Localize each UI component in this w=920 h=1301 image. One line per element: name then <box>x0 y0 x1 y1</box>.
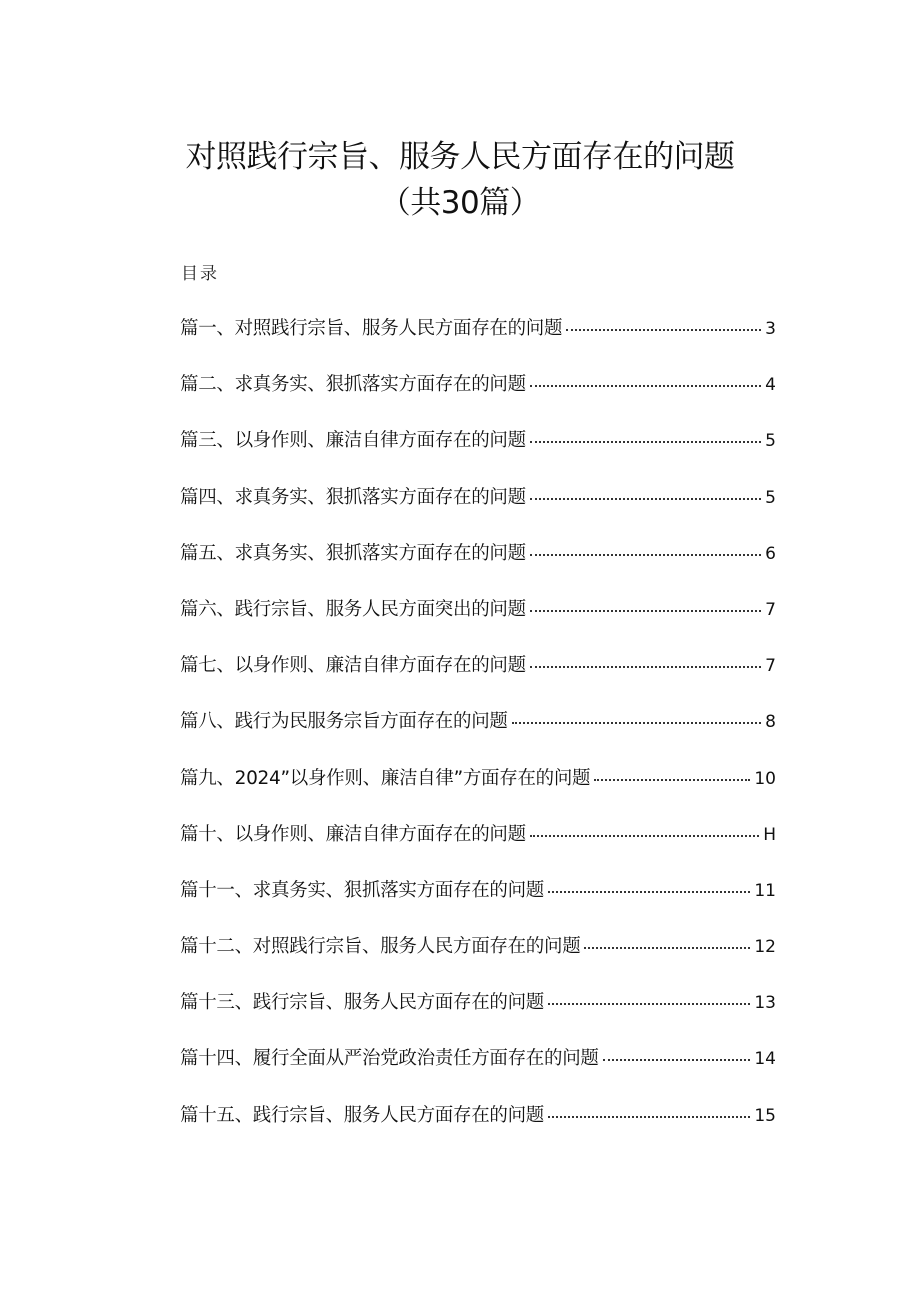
toc-entry-page-number: 12 <box>754 937 776 958</box>
toc-dot-leader <box>566 328 761 331</box>
toc-dot-leader <box>530 834 759 837</box>
toc-dot-leader <box>530 553 761 556</box>
toc-entry-page-number: 4 <box>765 375 776 396</box>
toc-dot-leader <box>548 1115 750 1118</box>
toc-dot-leader <box>512 721 762 724</box>
toc-dot-leader <box>530 384 761 387</box>
toc-dot-leader <box>530 609 761 612</box>
toc-dot-leader <box>530 440 761 443</box>
toc-entry-label: 篇十、以身作则、廉洁自律方面存在的问题 <box>180 823 526 845</box>
toc-entry-label: 篇五、求真务实、狠抓落实方面存在的问题 <box>180 542 526 564</box>
toc-entry-page-number: 5 <box>765 431 776 452</box>
toc-entry[interactable] <box>180 988 776 1044</box>
document-subtitle: （共30篇） <box>379 185 541 221</box>
toc-entry-page-number: 15 <box>754 1105 776 1126</box>
toc-entry-page-number: 7 <box>765 656 776 677</box>
toc-dot-leader <box>548 1002 750 1005</box>
toc-entry-page-number: 11 <box>754 880 776 901</box>
toc-entry-label: 篇十三、践行宗旨、服务人民方面存在的问题 <box>180 992 545 1014</box>
toc-entry-label: 篇七、以身作则、廉洁自律方面存在的问题 <box>180 655 526 677</box>
document-title: 对照践行宗旨、服务人民方面存在的问题 <box>185 139 735 175</box>
toc-entry[interactable] <box>180 1044 776 1100</box>
toc-entry[interactable] <box>180 1101 776 1157</box>
toc-dot-leader <box>603 1058 751 1061</box>
toc-entry[interactable] <box>180 707 776 763</box>
toc-entry-label: 篇十二、对照践行宗旨、服务人民方面存在的问题 <box>180 936 581 958</box>
toc-entry-page-number: 14 <box>754 1049 776 1070</box>
toc-entry[interactable] <box>180 314 776 370</box>
toc-entry-page-number: 7 <box>765 599 776 620</box>
toc-entry-label: 篇一、对照践行宗旨、服务人民方面存在的问题 <box>180 318 563 339</box>
toc-entry-page-number: 5 <box>765 487 776 508</box>
toc-dot-leader <box>594 778 750 781</box>
toc-entry-page-number: 13 <box>754 993 776 1014</box>
toc-entry[interactable] <box>180 764 776 820</box>
toc-entry-page-number: 3 <box>765 319 776 339</box>
toc-entry-label: 篇九、2024”以身作则、廉洁自律”方面存在的问题 <box>180 767 591 789</box>
toc-entry[interactable] <box>180 539 776 595</box>
toc-entry-page-number: 10 <box>754 768 776 789</box>
toc-entry[interactable] <box>180 932 776 988</box>
toc-entry-label: 篇十四、履行全面从严治党政治责任方面存在的问题 <box>180 1048 599 1070</box>
toc-entry-label: 篇十一、求真务实、狠抓落实方面存在的问题 <box>180 879 545 901</box>
toc-entry-label: 篇三、以身作则、廉洁自律方面存在的问题 <box>180 430 526 452</box>
toc-entry[interactable] <box>180 651 776 707</box>
toc-entry-page-number: 6 <box>765 543 776 564</box>
toc-entry[interactable] <box>180 483 776 539</box>
toc-entry[interactable] <box>180 820 776 876</box>
toc-entry[interactable] <box>180 595 776 651</box>
toc-dot-leader <box>548 890 750 893</box>
toc-entry-label: 篇十五、践行宗旨、服务人民方面存在的问题 <box>180 1104 545 1126</box>
toc-dot-leader <box>584 946 750 949</box>
toc-entry[interactable] <box>180 426 776 482</box>
toc-entry-label: 篇二、求真务实、狠抓落实方面存在的问题 <box>180 374 526 396</box>
table-of-contents <box>180 314 776 1157</box>
toc-dot-leader <box>530 497 761 500</box>
toc-entry-label: 篇六、践行宗旨、服务人民方面突出的问题 <box>180 598 526 620</box>
toc-entry-label: 篇八、践行为民服务宗旨方面存在的问题 <box>180 711 508 733</box>
toc-entry-page-number: H <box>763 824 776 845</box>
toc-dot-leader <box>530 665 761 668</box>
toc-entry[interactable] <box>180 876 776 932</box>
toc-entry-page-number: 8 <box>765 712 776 733</box>
toc-entry-label: 篇四、求真务实、狠抓落实方面存在的问题 <box>180 486 526 508</box>
toc-entry[interactable] <box>180 370 776 426</box>
toc-heading: 目录 <box>181 264 219 284</box>
